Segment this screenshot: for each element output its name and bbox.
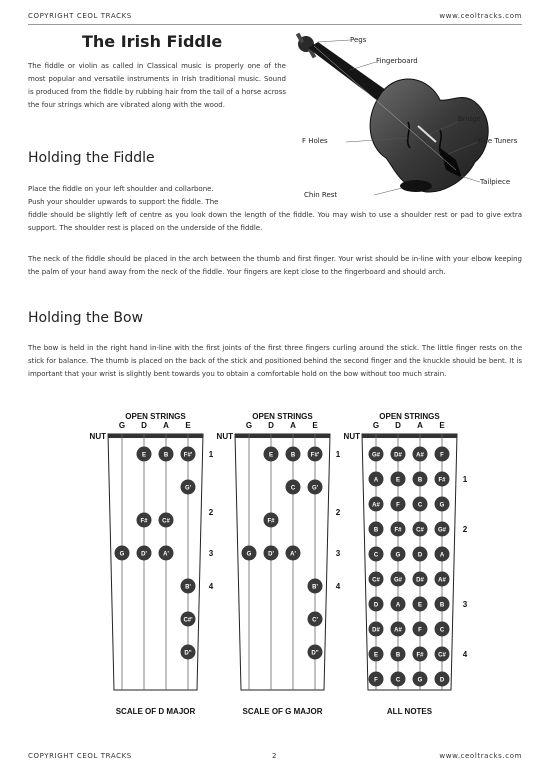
note-label: F#'	[310, 452, 320, 459]
nut-label: NUT	[343, 432, 360, 441]
string-name-label: A	[417, 421, 423, 430]
note-label: D''	[311, 650, 319, 657]
page-number: 2	[272, 752, 278, 760]
chart-caption: SCALE OF G MAJOR	[242, 707, 323, 716]
tailpiece-leader	[460, 176, 480, 182]
string-name-label: G	[118, 421, 126, 430]
note-label: B	[290, 452, 296, 459]
note-label: G#	[371, 452, 381, 459]
finger-number-label: 3	[462, 600, 468, 609]
page-title: The Irish Fiddle	[82, 32, 223, 51]
note-label: C	[439, 627, 445, 634]
note-label: A#	[394, 627, 402, 634]
note-label: G'	[311, 485, 319, 492]
note-label: G#	[393, 577, 403, 584]
string-name-label: A	[290, 421, 296, 430]
note-label: G#	[437, 527, 447, 534]
note-label: E	[417, 602, 423, 609]
note-label: G	[119, 551, 125, 558]
note-label: F#	[394, 527, 402, 534]
note-label: A'	[290, 551, 296, 558]
pegs-leader	[318, 40, 350, 42]
chart-title: OPEN STRINGS	[379, 412, 440, 421]
footer-website: www.ceoltracks.com	[439, 752, 522, 760]
note-label: B	[439, 602, 445, 609]
chart-caption: SCALE OF D MAJOR	[115, 707, 196, 716]
finger-number-label: 3	[335, 549, 341, 558]
note-label: D#	[394, 452, 402, 459]
finger-number-label: 3	[208, 549, 214, 558]
chin-rest-shape	[400, 180, 432, 192]
note-label: B'	[185, 584, 191, 591]
note-label: A#	[372, 502, 380, 509]
note-label: B	[395, 652, 401, 659]
intro-paragraph: The fiddle or violin as called in Classical music is properly one of the most popular and versatile instruments in Irish traditional music. Sound is produced from the fiddle by rubbing hair from the tail of a horse across the four strings which are vibrated along with the wood.	[28, 62, 286, 109]
note-label: A	[373, 477, 379, 484]
note-label: G	[395, 552, 401, 559]
note-label: A	[395, 602, 401, 609]
string-name-label: G	[372, 421, 380, 430]
note-label: D'	[268, 551, 274, 558]
fingering-charts	[90, 408, 470, 723]
note-label: D'	[141, 551, 147, 558]
note-label: F	[374, 677, 378, 684]
note-label: C#	[438, 652, 446, 659]
header-rule	[28, 24, 522, 25]
label-f-holes: F Holes	[302, 137, 328, 145]
note-label: E	[268, 452, 274, 459]
note-label: D''	[184, 650, 192, 657]
finger-number-label: 2	[208, 508, 214, 517]
note-label: B	[373, 527, 379, 534]
label-pegs: Pegs	[350, 36, 367, 44]
note-label: F	[440, 452, 444, 459]
note-label: A#	[416, 452, 424, 459]
string-name-label: G	[245, 421, 253, 430]
finger-number-label: 4	[208, 582, 214, 591]
note-label: E	[373, 652, 379, 659]
string-name-label: D	[395, 421, 401, 430]
chart-caption: ALL NOTES	[386, 707, 433, 716]
note-label: E	[141, 452, 147, 459]
note-label: D#	[416, 577, 424, 584]
note-label: F#'	[183, 452, 193, 459]
fiddle-paragraph-line-1: Place the fiddle on your left shoulder and collarbone.	[28, 185, 214, 193]
finger-number-label: 1	[462, 475, 468, 484]
note-label: D#	[372, 627, 380, 634]
page-footer	[28, 752, 522, 762]
note-label: C'	[312, 617, 318, 624]
note-label: G	[439, 502, 445, 509]
heading-holding-bow: Holding the Bow	[28, 310, 144, 326]
fiddle-paragraph-1: fiddle should be slightly left of centre as you look down the length of the fiddle. You may wish to use a shoulder rest or pad to give extra support. The shoulder rest is placed on the underside of the fiddle.	[28, 211, 522, 232]
note-label: F#	[267, 518, 275, 525]
heading-holding-fiddle: Holding the Fiddle	[28, 150, 155, 166]
note-label: A	[439, 552, 445, 559]
note-label: F#	[416, 652, 424, 659]
finger-number-label: 4	[335, 582, 341, 591]
note-label: F#	[140, 518, 148, 525]
string-name-label: A	[163, 421, 169, 430]
note-label: B	[163, 452, 169, 459]
header-copyright: COPYRIGHT CEOL TRACKS	[28, 12, 132, 20]
note-label: C	[290, 485, 296, 492]
note-label: F	[396, 502, 400, 509]
note-label: D	[417, 552, 423, 559]
page-header	[28, 12, 522, 22]
fiddle-paragraph-2: The neck of the fiddle should be placed in the arch between the thumb and first finger. Your wrist should be in-line with your elbow keeping the palm of your hand away from the neck of the fiddle. Your fingers are kept close to the fingerboard and should arch.	[28, 255, 522, 276]
header-website: www.ceoltracks.com	[439, 12, 522, 20]
finger-number-label: 1	[335, 450, 341, 459]
note-label: C	[417, 502, 423, 509]
note-label: D	[439, 677, 445, 684]
note-label: G	[246, 551, 252, 558]
footer-copyright: COPYRIGHT CEOL TRACKS	[28, 752, 132, 760]
note-label: F	[418, 627, 422, 634]
note-label: A#	[438, 577, 446, 584]
violin-illustration	[290, 30, 530, 210]
chart-title: OPEN STRINGS	[252, 412, 313, 421]
label-chin-rest: Chin Rest	[304, 191, 338, 199]
fingerboard-leader	[350, 62, 376, 70]
note-label: C	[395, 677, 401, 684]
note-label: E	[395, 477, 401, 484]
note-label: A'	[163, 551, 169, 558]
label-fingerboard: Fingerboard	[376, 57, 418, 65]
bow-paragraph: The bow is held in the right hand in-line with the first joints of the first three fingers curling around the stick. The little finger rests on the stick for balance. The thumb is placed on the back of the stick and positioned behind the second finger and the knuckle should be bent. It is important that your wrist is slightly bent towards you to obtain a comfortable hold on the bow without too much strain.	[28, 344, 522, 378]
note-label: C#	[372, 577, 380, 584]
string-name-label: E	[185, 421, 191, 430]
note-label: B'	[312, 584, 318, 591]
nut-label: NUT	[90, 432, 106, 441]
chin-rest-leader	[374, 188, 402, 195]
note-label: F#	[438, 477, 446, 484]
note-label: G'	[184, 485, 192, 492]
note-label: G	[417, 677, 423, 684]
note-label: C#	[416, 527, 424, 534]
note-label: B	[417, 477, 423, 484]
note-label: C#'	[183, 617, 193, 624]
label-tailpiece: Tailpiece	[480, 178, 511, 186]
string-name-label: D	[141, 421, 147, 430]
chart-title: OPEN STRINGS	[125, 412, 186, 421]
nut-label: NUT	[216, 432, 233, 441]
finger-number-label: 4	[462, 650, 468, 659]
string-name-label: E	[439, 421, 445, 430]
finger-number-label: 1	[208, 450, 214, 459]
fiddle-paragraph-line-2: Push your shoulder upwards to support the fiddle. The	[28, 198, 219, 206]
note-label: C#	[162, 518, 170, 525]
string-name-label: D	[268, 421, 274, 430]
string-name-label: E	[312, 421, 318, 430]
finger-number-label: 2	[335, 508, 341, 517]
note-label: C	[373, 552, 379, 559]
finger-number-label: 2	[462, 525, 468, 534]
label-bridge: Bridge	[458, 115, 481, 123]
note-label: D	[373, 602, 379, 609]
label-fine-tuners: Fine Tuners	[478, 137, 518, 145]
